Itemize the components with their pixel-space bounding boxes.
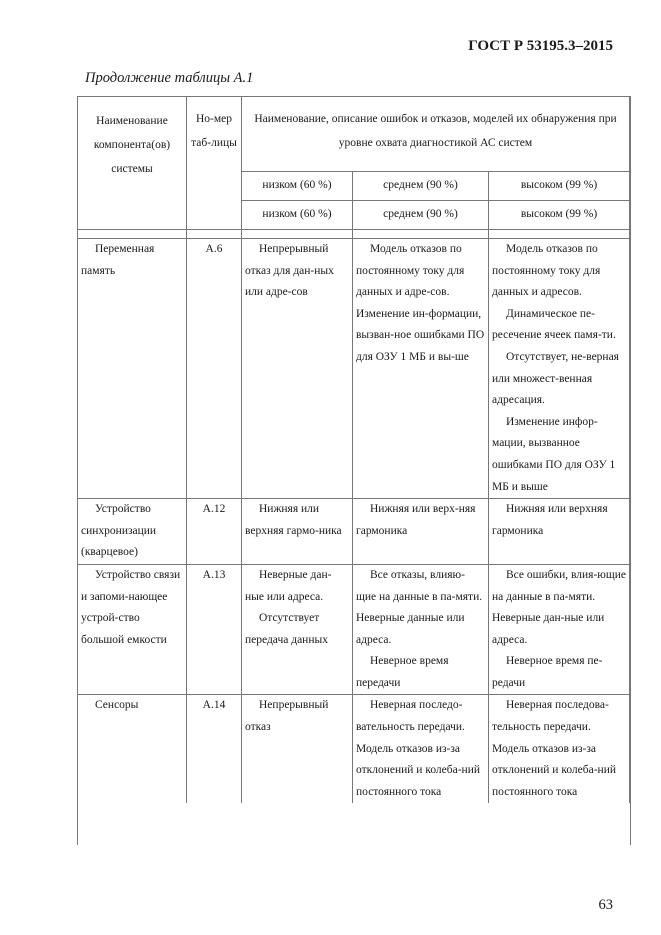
cell-paragraph: Отсутствует, не-верная или множест-венная адресация. — [492, 350, 619, 407]
cell-low — [242, 695, 353, 803]
cell-component: Переменная память — [78, 239, 187, 499]
cell-high — [489, 499, 630, 565]
standard-designation: ГОСТ Р 53195.3–2015 — [468, 38, 613, 54]
header-component: Наименование компонента(ов) системы — [78, 97, 187, 230]
cell-medium — [353, 564, 489, 695]
cell-paragraph: Отсутствует передача данных — [245, 612, 328, 646]
page-number: 63 — [598, 897, 613, 913]
cell-table-number: А.14 — [187, 695, 242, 803]
table-row — [78, 695, 630, 803]
cell-table-number: А.13 — [187, 564, 242, 695]
header-level-high-repeat: высоком (99 %) — [489, 201, 630, 230]
header-level-medium: среднем (90 %) — [353, 172, 489, 201]
cell-high — [489, 239, 630, 499]
cell-paragraph: Неверная последо-вательность передачи. Модель отказов из-за отклонений и колеба-ний постоянного тока — [356, 699, 481, 798]
cell-paragraph: Нижняя или верх-няя гармоника — [356, 503, 476, 537]
cell-paragraph: Все отказы, влияю-щие на данные в па-мяти. Неверные данные или адреса. — [356, 568, 483, 646]
cell-medium — [353, 239, 489, 499]
cell-paragraph: Неверное время пе-редачи — [492, 655, 603, 689]
cell-paragraph: Все ошибки, влия-ющие на данные в па-мяти. Неверные дан-ные или адреса. — [492, 568, 626, 646]
header-level-low-repeat: низком (60 %) — [242, 201, 353, 230]
cell-low — [242, 239, 353, 499]
header-fault-description: Наименование, описание ошибок и отказов, моделей их обнаружения при уровне охвата диагностикой АС систем — [242, 97, 630, 172]
table-caption: Продолжение таблицы А.1 — [85, 70, 254, 86]
fault-model-table — [77, 96, 630, 803]
cell-medium — [353, 499, 489, 565]
header-separator — [78, 230, 630, 239]
cell-table-number: А.6 — [187, 239, 242, 499]
cell-high — [489, 564, 630, 695]
cell-table-number: А.12 — [187, 499, 242, 565]
cell-paragraph: Модель отказов по постоянному току для данных и адре-сов. Изменение ин-формации, вызван-ное ошибками ПО для ОЗУ 1 МБ и вы-ше — [356, 243, 485, 363]
cell-paragraph: Неверная последова-тельность передачи. Модель отказов из-за отклонений и колеба-ний постоянного тока — [492, 699, 617, 798]
cell-paragraph: Изменение инфор-мации, вызванное ошибками ПО для ОЗУ 1 МБ и выше — [492, 415, 616, 493]
cell-paragraph: Непрерывный отказ для дан-ных или адре-сов — [245, 243, 334, 299]
cell-high — [489, 695, 630, 803]
cell-paragraph: Неверные дан-ные или адреса. — [245, 568, 332, 603]
cell-low — [242, 499, 353, 565]
header-level-low: низком (60 %) — [242, 172, 353, 201]
cell-component: Сенсоры — [78, 695, 187, 803]
header-level-high: высоком (99 %) — [489, 172, 630, 201]
cell-component: Устройство связи и запоми-нающее устрой-ство большой емкости — [78, 564, 187, 695]
cell-paragraph: Непрерывный отказ — [245, 699, 329, 734]
cell-medium — [353, 695, 489, 803]
table-row — [78, 499, 630, 565]
table-row — [78, 239, 630, 499]
cell-paragraph: Нижняя или верхняя гармоника — [492, 503, 608, 537]
table-row — [78, 564, 630, 695]
header-level-medium-repeat: среднем (90 %) — [353, 201, 489, 230]
cell-paragraph: Нижняя или верхняя гармо-ника — [245, 503, 342, 537]
cell-paragraph: Динамическое пе-ресечение ячеек памя-ти. — [492, 307, 616, 342]
cell-low — [242, 564, 353, 695]
header-table-number: Но-мер таб-лицы — [187, 97, 242, 230]
cell-component: Устройство синхронизации (кварцевое) — [78, 499, 187, 565]
cell-paragraph: Неверное время передачи — [356, 655, 449, 689]
cell-paragraph: Модель отказов по постоянному току для данных и адресов. — [492, 243, 601, 299]
